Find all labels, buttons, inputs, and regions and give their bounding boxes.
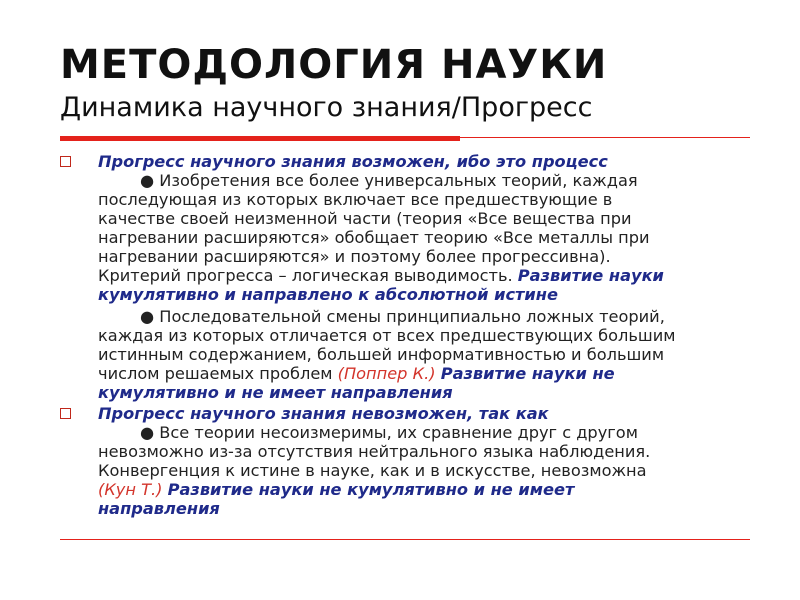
point-emphasis-line: кумулятивно и не имеет направления	[98, 383, 453, 402]
point-lead: Все теории несоизмеримы, их сравнение друг с другом	[159, 423, 638, 442]
section-heading: Прогресс научного знания возможен, ибо это процесс	[98, 152, 608, 171]
point-line	[98, 364, 792, 383]
slide-body	[60, 152, 792, 518]
point-tail-text: Критерий прогресса – логическая выводимость.	[98, 266, 513, 285]
dot-bullet-icon: ●	[140, 171, 155, 190]
slide-subtitle: Динамика научного знания/Прогресс	[60, 92, 593, 123]
point-kuhn	[60, 423, 792, 518]
point-lead-line	[98, 423, 792, 442]
point-line: каждая из которых отличается от всех предшествующих большим	[98, 326, 676, 345]
title-underline-thin	[460, 137, 750, 138]
dot-bullet-icon: ●	[140, 307, 155, 326]
title-underline-thick	[60, 136, 460, 141]
point-emphasis: Развитие науки не	[440, 364, 615, 383]
point-universal-theories	[60, 171, 792, 304]
point-popper	[60, 307, 792, 402]
point-lead-line	[98, 171, 792, 190]
author-citation: (Кун Т.)	[98, 480, 163, 499]
point-line: Конвергенция к истине в науке, как и в искусстве, невозможна	[98, 461, 647, 480]
point-line: качестве своей неизменной части (теория «Все вещества при	[98, 209, 632, 228]
point-emphasis-line: направления	[98, 499, 220, 518]
section-impossible	[60, 404, 792, 423]
point-emphasis-line: кумулятивно и направлено к абсолютной истине	[98, 285, 558, 304]
point-emphasis: Развитие науки не кумулятивно и не имеет	[167, 480, 575, 499]
point-line: истинным содержанием, большей информативностью и большим	[98, 345, 665, 364]
point-line: невозможно из-за отсутствия нейтрального языка наблюдения.	[98, 442, 651, 461]
dot-bullet-icon: ●	[140, 423, 155, 442]
point-line	[98, 480, 792, 499]
point-lead-line	[98, 307, 792, 326]
section-heading: Прогресс научного знания невозможен, так как	[98, 404, 549, 423]
point-emphasis: Развитие науки	[517, 266, 664, 285]
slide-title: МЕТОДОЛОГИЯ НАУКИ	[60, 42, 608, 88]
point-line: нагревании расширяются» и поэтому более прогрессивна).	[98, 247, 611, 266]
point-line	[98, 266, 792, 285]
point-line: нагревании расширяются» обобщает теорию «Все металлы при	[98, 228, 650, 247]
point-tail-text: числом решаемых проблем	[98, 364, 333, 383]
square-bullet-icon	[60, 408, 71, 419]
point-lead: Изобретения все более универсальных теорий, каждая	[159, 171, 638, 190]
footer-rule	[60, 539, 750, 540]
point-lead: Последовательной смены принципиально ложных теорий,	[159, 307, 665, 326]
point-line: последующая из которых включает все предшествующие в	[98, 190, 613, 209]
author-citation: (Поппер К.)	[337, 364, 436, 383]
square-bullet-icon	[60, 156, 71, 167]
section-possible	[60, 152, 792, 171]
